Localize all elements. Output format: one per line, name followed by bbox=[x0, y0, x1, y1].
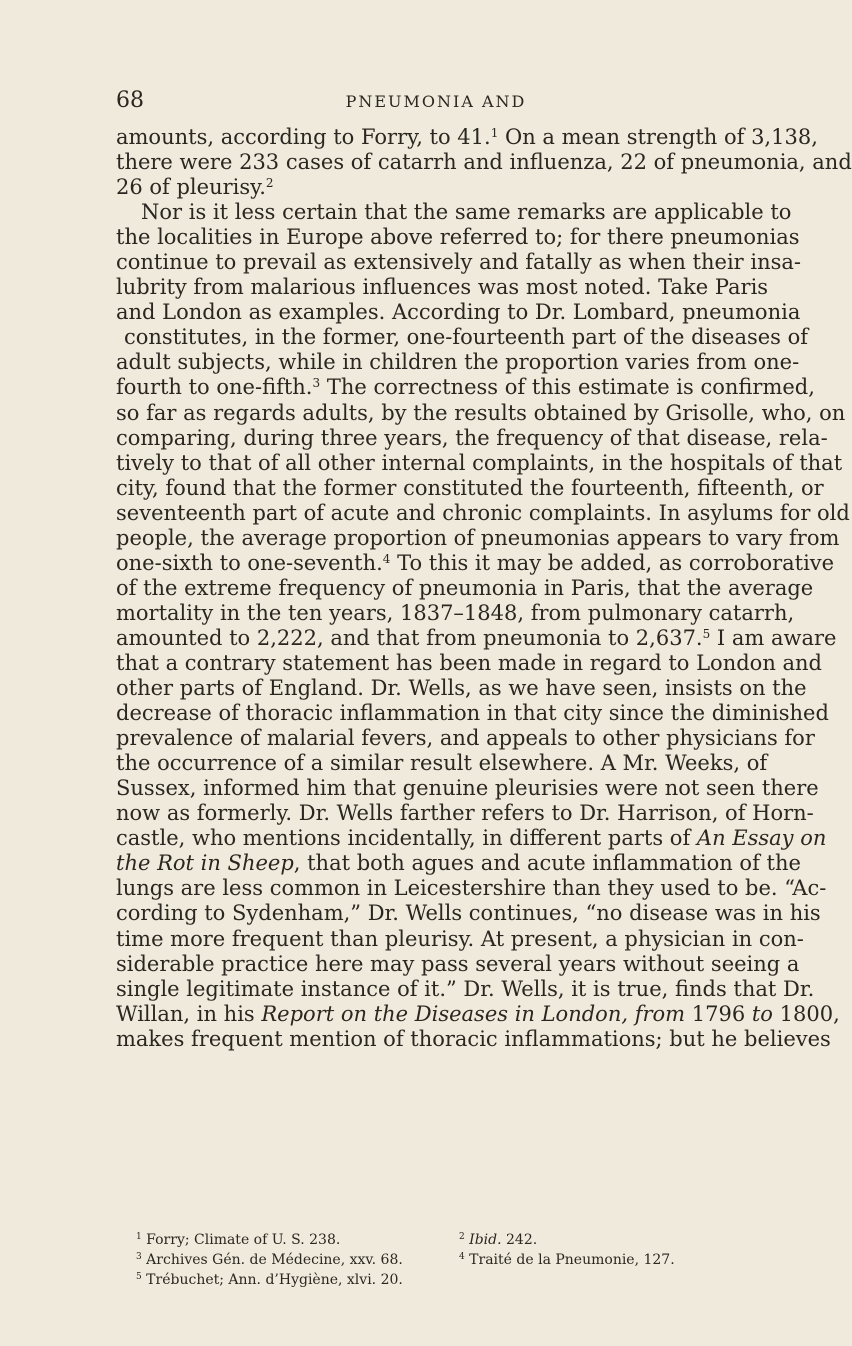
text-line: mortality in the ten years, 1837–1848, from pulmonary catarrh, bbox=[116, 600, 795, 625]
text-line: there were 233 cases of catarrh and influenza, 22 of pneumonia, and bbox=[116, 150, 852, 175]
italic-title: the Rot in Sheep bbox=[116, 851, 294, 876]
text-line: of the extreme frequency of pneumonia in Paris, that the average bbox=[116, 575, 814, 600]
text-line: cording to Sydenham,” Dr. Wells continues, “no disease was in his bbox=[116, 901, 821, 926]
text-line: people, the average proportion of pneumonias appears to vary from bbox=[116, 525, 840, 550]
text-line: seventeenth part of acute and chronic complaints. In asylums for old bbox=[116, 500, 850, 525]
text-line: continue to prevail as extensively and fatally as when their insa- bbox=[116, 250, 802, 275]
footnote-ref: 2 bbox=[265, 176, 274, 191]
text-line: lubrity from malarious influences was most noted. Take Paris bbox=[116, 275, 769, 300]
page-header bbox=[116, 88, 756, 118]
text-line: Sussex, informed him that genuine pleurisies were not seen there bbox=[116, 776, 819, 801]
text-line: makes frequent mention of thoracic inflammations; but he believes bbox=[116, 1026, 831, 1051]
text-line: that a contrary statement has been made in regard to London and bbox=[116, 650, 823, 675]
footnote-ref: 1 bbox=[490, 126, 499, 140]
footnote-ref: 3 bbox=[312, 376, 321, 391]
running-head: PNEUMONIA AND bbox=[345, 92, 527, 111]
text-line: city, found that the former constituted the fourteenth, fifteenth, or bbox=[116, 475, 824, 500]
footnote-ref: 5 bbox=[702, 626, 711, 641]
text-line: prevalence of malarial fevers, and appeals to other physicians for bbox=[116, 726, 815, 751]
text-line: Nor is it less certain that the same remarks are applicable to bbox=[141, 200, 792, 225]
italic-title: Report on the Diseases in London, from bbox=[261, 1001, 686, 1026]
text-line: so far as regards adults, by the results obtained by Grisolle, who, on bbox=[116, 400, 846, 425]
text-line: Willan, in his Report on the Diseases in London, from 1796 to 1800, bbox=[116, 1001, 840, 1026]
text-line: amounted to 2,222, and that from pneumonia to 2,637.$^5$ I am aware bbox=[116, 625, 837, 650]
text-line: adult subjects, while in children the proportion varies from one- bbox=[116, 350, 800, 375]
text-line: constitutes, in the former, one-fourteenth part of the diseases of bbox=[124, 325, 809, 350]
text-line: decrease of thoracic inflammation in that city since the diminished bbox=[116, 701, 829, 726]
footnotes bbox=[136, 1230, 776, 1290]
text-line: castle, who mentions incidentally, in different parts of An Essay on bbox=[116, 826, 827, 851]
text-line: 26 of pleurisy.$^2$ bbox=[116, 175, 274, 200]
text-line: time more frequent than pleurisy. At present, a physician in con- bbox=[116, 926, 804, 951]
footnote: $^5$ Trébuchet; Ann. d’Hygiène, xlvi. 20. bbox=[136, 1272, 403, 1288]
footnote: $^4$ Traité de la Pneumonie, 127. bbox=[459, 1252, 675, 1268]
text-line: the localities in Europe above referred to; for there pneumonias bbox=[116, 225, 800, 250]
text-line: amounts, according to Forry, to 41.$^1$ On a mean strength of 3,138, bbox=[116, 125, 818, 149]
text-line: the Rot in Sheep, that both agues and acute inflammation of the bbox=[116, 851, 801, 876]
page-number: 68 bbox=[116, 88, 144, 113]
text-line: one-sixth to one-seventh.$^4$ To this it may be added, as corroborative bbox=[116, 550, 835, 575]
body-text bbox=[116, 125, 852, 1052]
text-line: and London as examples. According to Dr. Lombard, pneumonia bbox=[116, 300, 801, 325]
text-line: other parts of England. Dr. Wells, as we have seen, insists on the bbox=[116, 676, 807, 701]
text-line: the occurrence of a similar result elsewhere. A Mr. Weeks, of bbox=[116, 751, 768, 776]
text-line: siderable practice here may pass several years without seeing a bbox=[116, 951, 800, 976]
text-line: single legitimate instance of it.” Dr. Wells, it is true, finds that Dr. bbox=[116, 976, 815, 1001]
text-line: tively to that of all other internal complaints, in the hospitals of that bbox=[116, 450, 843, 475]
footnote-ref: 4 bbox=[382, 551, 391, 566]
footnote: $^2$ Ibid. 242. bbox=[459, 1232, 538, 1248]
footnote: $^3$ Archives Gén. de Médecine, xxv. 68. bbox=[136, 1252, 403, 1268]
text-line: comparing, during three years, the frequency of that disease, rela- bbox=[116, 425, 828, 450]
italic-title: An Essay on bbox=[696, 826, 827, 851]
text-line: lungs are less common in Leicestershire than they used to be. “Ac- bbox=[116, 876, 827, 901]
text-line: now as formerly. Dr. Wells farther refers to Dr. Harrison, of Horn- bbox=[116, 801, 814, 826]
text-line: fourth to one-fifth.$^3$ The correctness of this estimate is confirmed, bbox=[116, 375, 815, 400]
footnote: $^1$ Forry; Climate of U. S. 238. bbox=[136, 1232, 341, 1248]
